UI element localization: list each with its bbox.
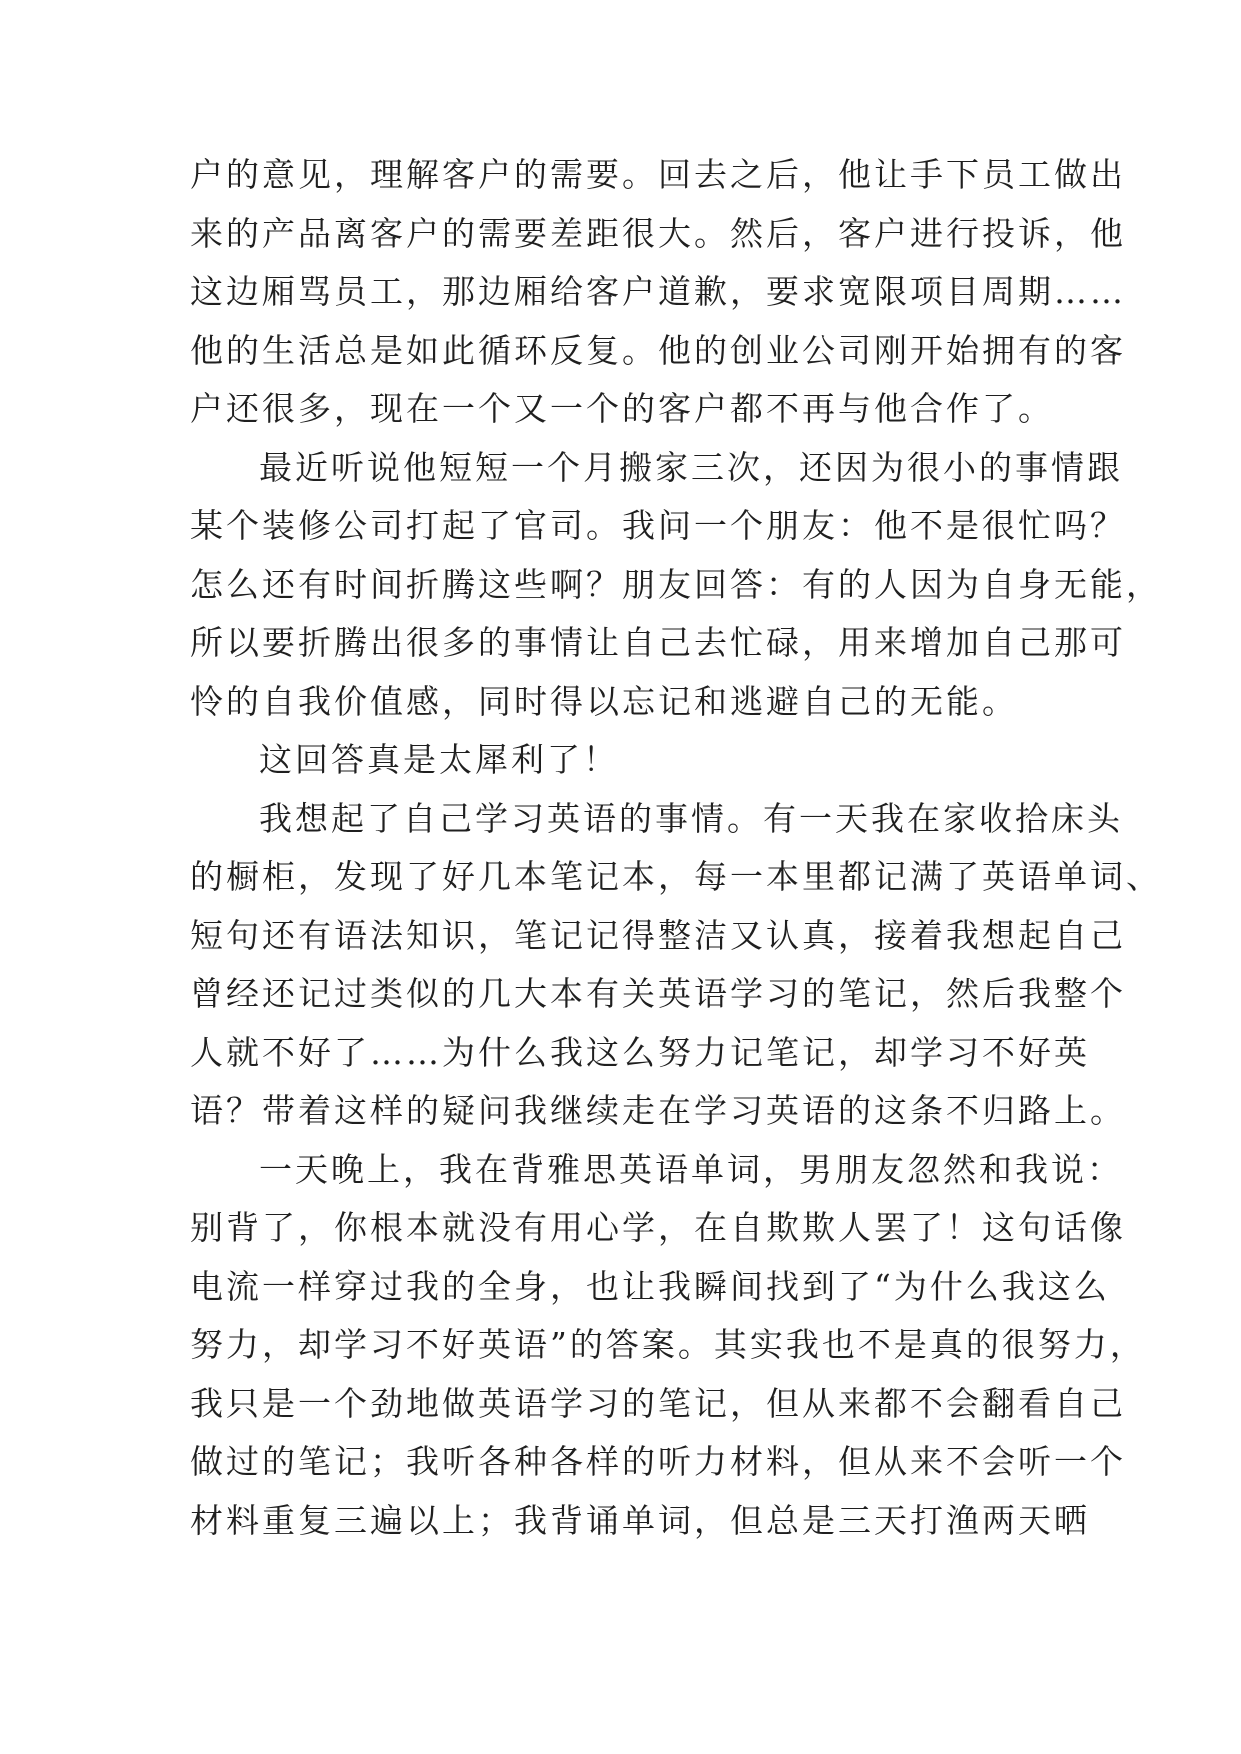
paragraph-start-line: 我想起了自己学习英语的事情。有一天我在家收拾床头 (259, 798, 1123, 838)
text-line: 来的产品离客户的需要差距很大。然后，客户进行投诉，他 (190, 213, 1126, 253)
text-line: 语？带着这样的疑问我继续走在学习英语的这条不归路上。 (190, 1091, 1126, 1130)
text-line: 这边厢骂员工，那边厢给客户道歉，要求宽限项目周期…… (190, 272, 1126, 311)
text-line: 人就不好了……为什么我这么努力记笔记，却学习不好英 (190, 1032, 1090, 1072)
text-line: 曾经还记过类似的几大本有关英语学习的笔记，然后我整个 (190, 974, 1126, 1013)
text-line: 户还很多，现在一个又一个的客户都不再与他合作了。 (190, 389, 1054, 428)
paragraph-start-line: 这回答真是太犀利了！ (259, 740, 619, 779)
document-body (190, 146, 1162, 1550)
text-line: 怜的自我价值感，同时得以忘记和逃避自己的无能。 (190, 681, 1018, 721)
text-line: 材料重复三遍以上；我背诵单词，但总是三天打渔两天晒 (190, 1500, 1090, 1540)
text-line: 我只是一个劲地做英语学习的笔记，但从来都不会翻看自己 (190, 1383, 1126, 1423)
text-line: 的橱柜，发现了好几本笔记本，每一本里都记满了英语单词、 (190, 857, 1162, 896)
paragraph-start-line: 一天晚上，我在背雅思英语单词，男朋友忽然和我说： (259, 1149, 1123, 1189)
paragraph-start-line: 最近听说他短短一个月搬家三次，还因为很小的事情跟 (259, 447, 1123, 487)
text-line: 户的意见，理解客户的需要。回去之后，他让手下员工做出 (190, 155, 1126, 194)
text-line: 短句还有语法知识，笔记记得整洁又认真，接着我想起自己 (190, 915, 1126, 955)
text-line: 做过的笔记；我听各种各样的听力材料，但从来不会听一个 (190, 1442, 1126, 1481)
text-line: 怎么还有时间折腾这些啊？朋友回答：有的人因为自身无能， (190, 564, 1162, 604)
text-line: 他的生活总是如此循环反复。他的创业公司刚开始拥有的客 (190, 330, 1126, 370)
text-line: 别背了，你根本就没有用心学，在自欺欺人罢了！这句话像 (190, 1208, 1126, 1247)
text-line: 努力，却学习不好英语”的答案。其实我也不是真的很努力， (190, 1325, 1146, 1364)
text-line: 电流一样穿过我的全身，也让我瞬间找到了“为什么我这么 (190, 1266, 1110, 1306)
text-line: 所以要折腾出很多的事情让自己去忙碌，用来增加自己那可 (190, 623, 1126, 662)
text-line: 某个装修公司打起了官司。我问一个朋友：他不是很忙吗？ (190, 506, 1126, 545)
